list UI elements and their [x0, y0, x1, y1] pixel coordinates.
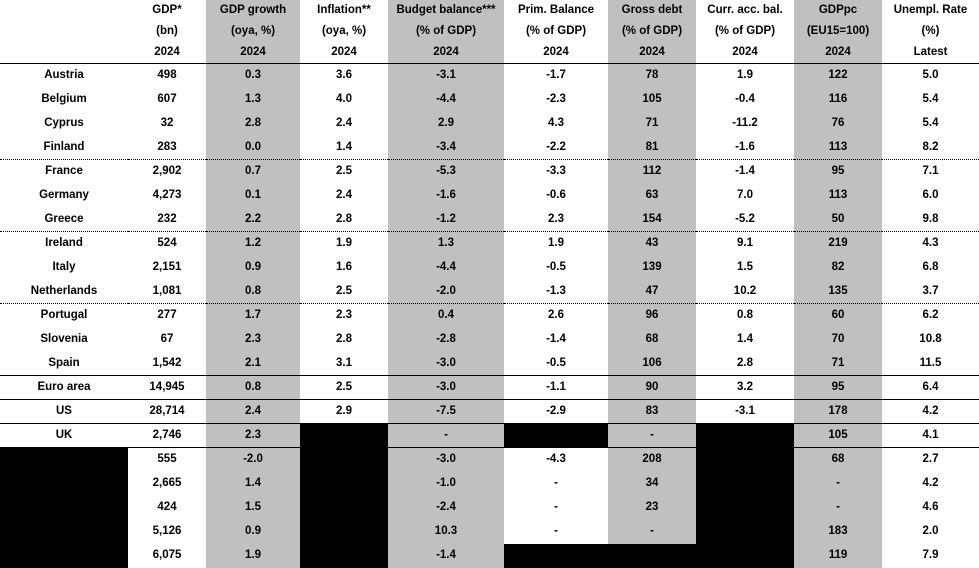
cell-country: Spain	[0, 352, 128, 376]
cell-gdppc: 219	[794, 232, 882, 256]
cell-inflation	[300, 496, 388, 520]
cell-budget_balance: -2.8	[388, 328, 504, 352]
cell-prim_balance: -1.7	[504, 64, 608, 88]
cell-gdp: 32	[128, 112, 206, 136]
cell-gdp: 524	[128, 232, 206, 256]
cell-gdp_growth: 1.7	[206, 304, 300, 328]
cell-gdppc: 95	[794, 376, 882, 400]
cell-gross_debt: 78	[608, 64, 696, 88]
cell-inflation: 2.8	[300, 208, 388, 232]
header-budget_balance-title: Budget balance***	[388, 0, 504, 21]
header-unempl-sub2: Latest	[882, 42, 979, 64]
cell-gdp_growth: 0.1	[206, 184, 300, 208]
cell-budget_balance: -3.0	[388, 448, 504, 472]
table-row[interactable]	[0, 352, 979, 376]
cell-gdp_growth: 2.8	[206, 112, 300, 136]
cell-inflation: 1.4	[300, 136, 388, 160]
cell-inflation: 2.5	[300, 376, 388, 400]
cell-gdp_growth: 1.9	[206, 544, 300, 568]
header-inflation-sub1: (oya, %)	[300, 21, 388, 42]
cell-prim_balance: 2.6	[504, 304, 608, 328]
cell-unempl: 9.8	[882, 208, 979, 232]
cell-country: Germany	[0, 184, 128, 208]
cell-unempl: 4.1	[882, 424, 979, 448]
cell-budget_balance: -3.4	[388, 136, 504, 160]
cell-prim_balance: 1.9	[504, 232, 608, 256]
cell-curr_acc: 3.2	[696, 376, 794, 400]
cell-gdp: 607	[128, 88, 206, 112]
header-gdp_growth-sub1: (oya, %)	[206, 21, 300, 42]
header-country-sub2	[0, 42, 128, 64]
cell-gdp_growth: 2.3	[206, 328, 300, 352]
cell-prim_balance: -1.1	[504, 376, 608, 400]
cell-gdp: 2,902	[128, 160, 206, 184]
cell-gdp_growth: 0.9	[206, 520, 300, 544]
cell-gdppc: 183	[794, 520, 882, 544]
cell-gross_debt: 43	[608, 232, 696, 256]
cell-budget_balance: -1.2	[388, 208, 504, 232]
cell-gross_debt: 112	[608, 160, 696, 184]
cell-country	[0, 448, 128, 472]
cell-curr_acc: -3.1	[696, 400, 794, 424]
cell-prim_balance: -3.3	[504, 160, 608, 184]
header-gdp-sub1: (bn)	[128, 21, 206, 42]
cell-gdp: 5,126	[128, 520, 206, 544]
cell-gdp_growth: 2.1	[206, 352, 300, 376]
cell-gdppc: 135	[794, 280, 882, 304]
cell-prim_balance: -2.3	[504, 88, 608, 112]
cell-inflation: 4.0	[300, 88, 388, 112]
cell-country: Greece	[0, 208, 128, 232]
cell-gdppc: 70	[794, 328, 882, 352]
cell-curr_acc	[696, 520, 794, 544]
cell-gdp: 283	[128, 136, 206, 160]
header-gdp_growth-sub2: 2024	[206, 42, 300, 64]
table-header-row-3	[0, 42, 979, 64]
header-inflation-sub2: 2024	[300, 42, 388, 64]
cell-country: Slovenia	[0, 328, 128, 352]
cell-country: Finland	[0, 136, 128, 160]
cell-unempl: 4.2	[882, 472, 979, 496]
cell-inflation	[300, 448, 388, 472]
cell-prim_balance: -0.5	[504, 352, 608, 376]
cell-unempl: 10.8	[882, 328, 979, 352]
cell-unempl: 3.7	[882, 280, 979, 304]
table-row[interactable]	[0, 304, 979, 328]
header-inflation-title: Inflation**	[300, 0, 388, 21]
cell-unempl: 4.3	[882, 232, 979, 256]
cell-gross_debt: 68	[608, 328, 696, 352]
cell-gross_debt: 81	[608, 136, 696, 160]
cell-inflation: 2.4	[300, 112, 388, 136]
header-gdppc-sub2: 2024	[794, 42, 882, 64]
cell-country: Austria	[0, 64, 128, 88]
cell-gross_debt: 23	[608, 496, 696, 520]
cell-curr_acc	[696, 448, 794, 472]
cell-inflation: 2.5	[300, 280, 388, 304]
table-row[interactable]	[0, 160, 979, 184]
cell-curr_acc: 0.8	[696, 304, 794, 328]
cell-budget_balance: 2.9	[388, 112, 504, 136]
cell-gross_debt: 106	[608, 352, 696, 376]
cell-prim_balance: -1.4	[504, 328, 608, 352]
cell-gross_debt: 83	[608, 400, 696, 424]
cell-budget_balance: -1.6	[388, 184, 504, 208]
cell-gross_debt: 90	[608, 376, 696, 400]
cell-gdp: 277	[128, 304, 206, 328]
cell-country: Portugal	[0, 304, 128, 328]
cell-budget_balance: -3.0	[388, 352, 504, 376]
header-country-sub1	[0, 21, 128, 42]
cell-budget_balance: -7.5	[388, 400, 504, 424]
table-row[interactable]	[0, 520, 979, 544]
cell-gdppc: 113	[794, 136, 882, 160]
cell-gdppc: 116	[794, 88, 882, 112]
cell-inflation	[300, 520, 388, 544]
header-gross_debt-title: Gross debt	[608, 0, 696, 21]
cell-gdp: 6,075	[128, 544, 206, 568]
header-gdppc-sub1: (EU15=100)	[794, 21, 882, 42]
cell-unempl: 7.1	[882, 160, 979, 184]
cell-country: Netherlands	[0, 280, 128, 304]
cell-inflation: 2.9	[300, 400, 388, 424]
cell-prim_balance: -2.2	[504, 136, 608, 160]
cell-gdppc: 60	[794, 304, 882, 328]
cell-country	[0, 496, 128, 520]
cell-gdp_growth: 1.3	[206, 88, 300, 112]
cell-budget_balance: -2.0	[388, 280, 504, 304]
cell-gross_debt: 154	[608, 208, 696, 232]
cell-gdp: 2,665	[128, 472, 206, 496]
table-row[interactable]	[0, 256, 979, 280]
cell-inflation: 2.3	[300, 304, 388, 328]
cell-prim_balance: -4.3	[504, 448, 608, 472]
cell-gdppc: 68	[794, 448, 882, 472]
cell-unempl: 6.2	[882, 304, 979, 328]
cell-prim_balance: -	[504, 520, 608, 544]
cell-gross_debt	[608, 544, 696, 568]
header-curr_acc-sub2: 2024	[696, 42, 794, 64]
table-row[interactable]	[0, 88, 979, 112]
cell-unempl: 2.0	[882, 520, 979, 544]
cell-gdp: 498	[128, 64, 206, 88]
header-gdppc-title: GDPpc	[794, 0, 882, 21]
cell-gdp_growth: 1.5	[206, 496, 300, 520]
cell-inflation: 1.9	[300, 232, 388, 256]
cell-curr_acc	[696, 472, 794, 496]
cell-gross_debt: 96	[608, 304, 696, 328]
table-header-row-2	[0, 21, 979, 42]
cell-budget_balance: 10.3	[388, 520, 504, 544]
cell-prim_balance: 2.3	[504, 208, 608, 232]
header-prim_balance-sub2: 2024	[504, 42, 608, 64]
cell-unempl: 5.0	[882, 64, 979, 88]
header-prim_balance-sub1: (% of GDP)	[504, 21, 608, 42]
cell-prim_balance: -0.6	[504, 184, 608, 208]
cell-budget_balance: 1.3	[388, 232, 504, 256]
cell-budget_balance: -3.1	[388, 64, 504, 88]
cell-curr_acc: -1.4	[696, 160, 794, 184]
cell-gdppc: 76	[794, 112, 882, 136]
header-gross_debt-sub1: (% of GDP)	[608, 21, 696, 42]
cell-curr_acc: 10.2	[696, 280, 794, 304]
cell-prim_balance: -	[504, 472, 608, 496]
cell-gdppc: 178	[794, 400, 882, 424]
cell-unempl: 5.4	[882, 112, 979, 136]
header-budget_balance-sub1: (% of GDP)	[388, 21, 504, 42]
cell-gdp: 4,273	[128, 184, 206, 208]
cell-curr_acc: 1.4	[696, 328, 794, 352]
cell-budget_balance: -5.3	[388, 160, 504, 184]
cell-unempl: 2.7	[882, 448, 979, 472]
header-gross_debt-sub2: 2024	[608, 42, 696, 64]
cell-gdp_growth: 0.7	[206, 160, 300, 184]
table-row[interactable]	[0, 232, 979, 256]
cell-unempl: 6.0	[882, 184, 979, 208]
cell-budget_balance: -4.4	[388, 256, 504, 280]
cell-gdp: 555	[128, 448, 206, 472]
cell-country: Euro area	[0, 376, 128, 400]
table-row[interactable]	[0, 64, 979, 88]
header-prim_balance-title: Prim. Balance	[504, 0, 608, 21]
cell-curr_acc: 1.5	[696, 256, 794, 280]
cell-gdp: 14,945	[128, 376, 206, 400]
header-curr_acc-title: Curr. acc. bal.	[696, 0, 794, 21]
table-header-row-1	[0, 0, 979, 21]
table-row[interactable]	[0, 280, 979, 304]
header-gdp-title: GDP*	[128, 0, 206, 21]
cell-unempl: 11.5	[882, 352, 979, 376]
cell-gdp_growth: 2.2	[206, 208, 300, 232]
cell-gross_debt: 71	[608, 112, 696, 136]
cell-curr_acc	[696, 496, 794, 520]
cell-prim_balance: -0.5	[504, 256, 608, 280]
cell-gdppc: 82	[794, 256, 882, 280]
cell-gdp: 28,714	[128, 400, 206, 424]
header-curr_acc-sub1: (% of GDP)	[696, 21, 794, 42]
cell-curr_acc: 1.9	[696, 64, 794, 88]
cell-budget_balance: -3.0	[388, 376, 504, 400]
table-row[interactable]	[0, 448, 979, 472]
table-row[interactable]	[0, 400, 979, 424]
header-budget_balance-sub2: 2024	[388, 42, 504, 64]
cell-gross_debt: 105	[608, 88, 696, 112]
cell-gdppc: 50	[794, 208, 882, 232]
cell-inflation: 2.5	[300, 160, 388, 184]
cell-unempl: 4.6	[882, 496, 979, 520]
table-row[interactable]	[0, 112, 979, 136]
cell-budget_balance: -4.4	[388, 88, 504, 112]
cell-gdp: 67	[128, 328, 206, 352]
cell-gdp: 2,746	[128, 424, 206, 448]
cell-gdppc: 105	[794, 424, 882, 448]
cell-country: Ireland	[0, 232, 128, 256]
cell-unempl: 7.9	[882, 544, 979, 568]
table-row[interactable]	[0, 184, 979, 208]
cell-inflation: 3.6	[300, 64, 388, 88]
cell-curr_acc: -1.6	[696, 136, 794, 160]
cell-gdp_growth: 1.4	[206, 472, 300, 496]
table-row[interactable]	[0, 424, 979, 448]
cell-curr_acc: -0.4	[696, 88, 794, 112]
cell-gross_debt: 139	[608, 256, 696, 280]
cell-gdppc: -	[794, 472, 882, 496]
header-unempl-sub1: (%)	[882, 21, 979, 42]
cell-gdp_growth: 1.2	[206, 232, 300, 256]
cell-curr_acc: 2.8	[696, 352, 794, 376]
table-row[interactable]	[0, 136, 979, 160]
cell-country: France	[0, 160, 128, 184]
cell-gdppc: 122	[794, 64, 882, 88]
header-gdp_growth-title: GDP growth	[206, 0, 300, 21]
cell-gdp_growth: 0.8	[206, 376, 300, 400]
cell-country	[0, 472, 128, 496]
header-country-title	[0, 0, 128, 21]
cell-curr_acc: 7.0	[696, 184, 794, 208]
header-unempl-title: Unempl. Rate	[882, 0, 979, 21]
cell-gdppc: 113	[794, 184, 882, 208]
cell-prim_balance	[504, 544, 608, 568]
cell-gdp: 1,542	[128, 352, 206, 376]
cell-inflation: 1.6	[300, 256, 388, 280]
table-row[interactable]	[0, 544, 979, 568]
cell-gdp_growth: 0.3	[206, 64, 300, 88]
cell-country	[0, 520, 128, 544]
cell-country: Belgium	[0, 88, 128, 112]
cell-unempl: 5.4	[882, 88, 979, 112]
cell-gdp_growth: 0.0	[206, 136, 300, 160]
cell-country: UK	[0, 424, 128, 448]
cell-budget_balance: -	[388, 424, 504, 448]
cell-curr_acc: -5.2	[696, 208, 794, 232]
cell-country: Italy	[0, 256, 128, 280]
cell-gdppc: -	[794, 496, 882, 520]
cell-gdppc: 95	[794, 160, 882, 184]
cell-gdp: 2,151	[128, 256, 206, 280]
cell-prim_balance: -1.3	[504, 280, 608, 304]
cell-unempl: 6.8	[882, 256, 979, 280]
cell-prim_balance: -2.9	[504, 400, 608, 424]
cell-budget_balance: -1.0	[388, 472, 504, 496]
cell-gdp_growth: 0.9	[206, 256, 300, 280]
cell-prim_balance: -	[504, 496, 608, 520]
cell-unempl: 4.2	[882, 400, 979, 424]
cell-curr_acc: 9.1	[696, 232, 794, 256]
header-gdp-sub2: 2024	[128, 42, 206, 64]
cell-inflation: 3.1	[300, 352, 388, 376]
cell-curr_acc	[696, 424, 794, 448]
cell-gdp_growth: -2.0	[206, 448, 300, 472]
cell-prim_balance	[504, 424, 608, 448]
cell-unempl: 6.4	[882, 376, 979, 400]
table-row[interactable]	[0, 328, 979, 352]
cell-country: US	[0, 400, 128, 424]
cell-budget_balance: -1.4	[388, 544, 504, 568]
cell-country: Cyprus	[0, 112, 128, 136]
cell-inflation: 2.4	[300, 184, 388, 208]
cell-unempl: 8.2	[882, 136, 979, 160]
cell-curr_acc: -11.2	[696, 112, 794, 136]
cell-budget_balance: -2.4	[388, 496, 504, 520]
table-row[interactable]	[0, 496, 979, 520]
cell-gross_debt: -	[608, 424, 696, 448]
cell-inflation	[300, 424, 388, 448]
cell-gross_debt: 34	[608, 472, 696, 496]
cell-gdp_growth: 2.3	[206, 424, 300, 448]
cell-gdppc: 71	[794, 352, 882, 376]
table-row[interactable]	[0, 376, 979, 400]
cell-gdp_growth: 2.4	[206, 400, 300, 424]
cell-inflation: 2.8	[300, 328, 388, 352]
cell-inflation	[300, 544, 388, 568]
cell-inflation	[300, 472, 388, 496]
cell-gdp_growth: 0.8	[206, 280, 300, 304]
cell-gdp: 232	[128, 208, 206, 232]
cell-country	[0, 544, 128, 568]
cell-gdp: 424	[128, 496, 206, 520]
table-row[interactable]	[0, 208, 979, 232]
cell-gross_debt: -	[608, 520, 696, 544]
cell-prim_balance: 4.3	[504, 112, 608, 136]
cell-gross_debt: 63	[608, 184, 696, 208]
cell-gross_debt: 208	[608, 448, 696, 472]
table-row[interactable]	[0, 472, 979, 496]
cell-gdp: 1,081	[128, 280, 206, 304]
cell-curr_acc	[696, 544, 794, 568]
cell-gross_debt: 47	[608, 280, 696, 304]
cell-budget_balance: 0.4	[388, 304, 504, 328]
cell-gdppc: 119	[794, 544, 882, 568]
